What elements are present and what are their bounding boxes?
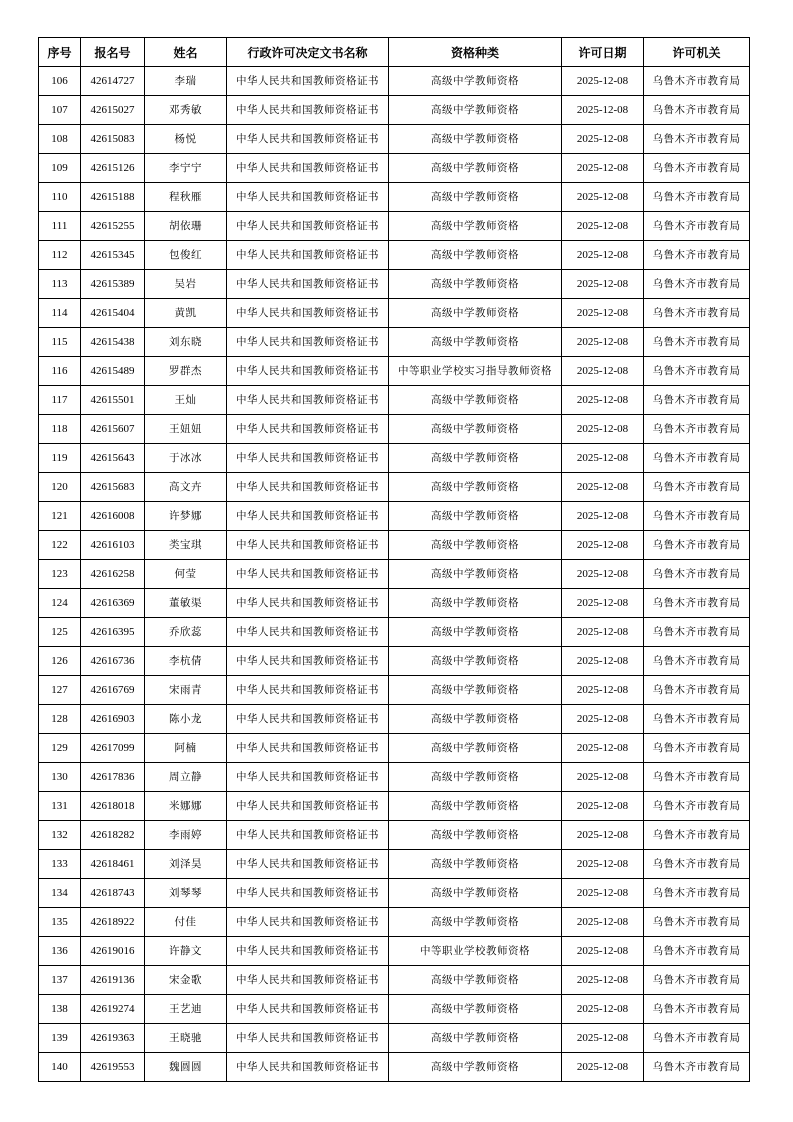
cell-serial-number: 106 — [39, 67, 81, 96]
cell-license-date: 2025-12-08 — [562, 879, 644, 908]
cell-name: 李宁宁 — [145, 154, 227, 183]
cell-serial-number: 116 — [39, 357, 81, 386]
cell-document-name: 中华人民共和国教师资格证书 — [227, 415, 389, 444]
cell-serial-number: 109 — [39, 154, 81, 183]
cell-document-name: 中华人民共和国教师资格证书 — [227, 647, 389, 676]
header-registration-number: 报名号 — [81, 38, 145, 67]
table-row — [39, 154, 750, 183]
cell-registration-number: 42619363 — [81, 1024, 145, 1053]
cell-name: 付佳 — [145, 908, 227, 937]
cell-qualification-type: 高级中学教师资格 — [389, 618, 562, 647]
cell-document-name: 中华人民共和国教师资格证书 — [227, 96, 389, 125]
cell-name: 乔欣蕊 — [145, 618, 227, 647]
cell-document-name: 中华人民共和国教师资格证书 — [227, 792, 389, 821]
table-row — [39, 618, 750, 647]
cell-registration-number: 42616258 — [81, 560, 145, 589]
cell-license-date: 2025-12-08 — [562, 270, 644, 299]
cell-name: 邓秀敏 — [145, 96, 227, 125]
cell-registration-number: 42618922 — [81, 908, 145, 937]
cell-licensing-authority: 乌鲁木齐市教育局 — [644, 1053, 750, 1082]
cell-qualification-type: 高级中学教师资格 — [389, 908, 562, 937]
cell-name: 宋金歌 — [145, 966, 227, 995]
cell-qualification-type: 高级中学教师资格 — [389, 995, 562, 1024]
cell-license-date: 2025-12-08 — [562, 415, 644, 444]
cell-license-date: 2025-12-08 — [562, 850, 644, 879]
cell-document-name: 中华人民共和国教师资格证书 — [227, 299, 389, 328]
cell-serial-number: 117 — [39, 386, 81, 415]
cell-qualification-type: 高级中学教师资格 — [389, 879, 562, 908]
cell-document-name: 中华人民共和国教师资格证书 — [227, 241, 389, 270]
cell-document-name: 中华人民共和国教师资格证书 — [227, 154, 389, 183]
table-row — [39, 415, 750, 444]
cell-serial-number: 140 — [39, 1053, 81, 1082]
cell-licensing-authority: 乌鲁木齐市教育局 — [644, 415, 750, 444]
cell-license-date: 2025-12-08 — [562, 676, 644, 705]
table-row — [39, 531, 750, 560]
cell-document-name: 中华人民共和国教师资格证书 — [227, 734, 389, 763]
cell-registration-number: 42617099 — [81, 734, 145, 763]
cell-document-name: 中华人民共和国教师资格证书 — [227, 67, 389, 96]
cell-name: 王灿 — [145, 386, 227, 415]
cell-name: 何莹 — [145, 560, 227, 589]
cell-qualification-type: 高级中学教师资格 — [389, 763, 562, 792]
cell-serial-number: 110 — [39, 183, 81, 212]
cell-registration-number: 42616736 — [81, 647, 145, 676]
cell-serial-number: 115 — [39, 328, 81, 357]
cell-registration-number: 42615489 — [81, 357, 145, 386]
cell-license-date: 2025-12-08 — [562, 647, 644, 676]
header-qualification-type: 资格种类 — [389, 38, 562, 67]
cell-licensing-authority: 乌鲁木齐市教育局 — [644, 444, 750, 473]
cell-name: 魏圆圆 — [145, 1053, 227, 1082]
cell-registration-number: 42618282 — [81, 821, 145, 850]
cell-qualification-type: 高级中学教师资格 — [389, 589, 562, 618]
cell-license-date: 2025-12-08 — [562, 995, 644, 1024]
cell-qualification-type: 高级中学教师资格 — [389, 560, 562, 589]
table-row — [39, 270, 750, 299]
cell-registration-number: 42615607 — [81, 415, 145, 444]
cell-licensing-authority: 乌鲁木齐市教育局 — [644, 125, 750, 154]
cell-qualification-type: 高级中学教师资格 — [389, 96, 562, 125]
cell-serial-number: 136 — [39, 937, 81, 966]
cell-serial-number: 125 — [39, 618, 81, 647]
cell-name: 阿楠 — [145, 734, 227, 763]
table-row — [39, 473, 750, 502]
cell-licensing-authority: 乌鲁木齐市教育局 — [644, 67, 750, 96]
cell-document-name: 中华人民共和国教师资格证书 — [227, 1024, 389, 1053]
cell-qualification-type: 高级中学教师资格 — [389, 386, 562, 415]
cell-name: 刘东晓 — [145, 328, 227, 357]
header-licensing-authority: 许可机关 — [644, 38, 750, 67]
cell-qualification-type: 高级中学教师资格 — [389, 966, 562, 995]
cell-registration-number: 42619553 — [81, 1053, 145, 1082]
table-row — [39, 995, 750, 1024]
cell-license-date: 2025-12-08 — [562, 299, 644, 328]
cell-registration-number: 42618018 — [81, 792, 145, 821]
cell-licensing-authority: 乌鲁木齐市教育局 — [644, 328, 750, 357]
cell-licensing-authority: 乌鲁木齐市教育局 — [644, 618, 750, 647]
cell-document-name: 中华人民共和国教师资格证书 — [227, 908, 389, 937]
cell-document-name: 中华人民共和国教师资格证书 — [227, 125, 389, 154]
cell-name: 罗群杰 — [145, 357, 227, 386]
cell-qualification-type: 高级中学教师资格 — [389, 1053, 562, 1082]
cell-licensing-authority: 乌鲁木齐市教育局 — [644, 386, 750, 415]
cell-licensing-authority: 乌鲁木齐市教育局 — [644, 473, 750, 502]
cell-registration-number: 42614727 — [81, 67, 145, 96]
cell-qualification-type: 高级中学教师资格 — [389, 821, 562, 850]
cell-document-name: 中华人民共和国教师资格证书 — [227, 270, 389, 299]
cell-document-name: 中华人民共和国教师资格证书 — [227, 357, 389, 386]
table-row — [39, 676, 750, 705]
cell-license-date: 2025-12-08 — [562, 473, 644, 502]
cell-serial-number: 108 — [39, 125, 81, 154]
cell-name: 刘琴琴 — [145, 879, 227, 908]
cell-license-date: 2025-12-08 — [562, 589, 644, 618]
cell-registration-number: 42619136 — [81, 966, 145, 995]
cell-qualification-type: 高级中学教师资格 — [389, 734, 562, 763]
cell-licensing-authority: 乌鲁木齐市教育局 — [644, 357, 750, 386]
cell-license-date: 2025-12-08 — [562, 705, 644, 734]
table-row — [39, 1053, 750, 1082]
cell-name: 董敏渠 — [145, 589, 227, 618]
cell-name: 许梦娜 — [145, 502, 227, 531]
table-row — [39, 589, 750, 618]
table-row — [39, 647, 750, 676]
cell-name: 米娜娜 — [145, 792, 227, 821]
cell-document-name: 中华人民共和国教师资格证书 — [227, 618, 389, 647]
cell-name: 王妞妞 — [145, 415, 227, 444]
header-document-name: 行政许可决定文书名称 — [227, 38, 389, 67]
cell-registration-number: 42615188 — [81, 183, 145, 212]
table-row — [39, 821, 750, 850]
table-row — [39, 1024, 750, 1053]
table-row — [39, 734, 750, 763]
cell-serial-number: 139 — [39, 1024, 81, 1053]
header-serial-number: 序号 — [39, 38, 81, 67]
cell-license-date: 2025-12-08 — [562, 328, 644, 357]
cell-registration-number: 42619274 — [81, 995, 145, 1024]
cell-license-date: 2025-12-08 — [562, 357, 644, 386]
cell-qualification-type: 高级中学教师资格 — [389, 183, 562, 212]
cell-document-name: 中华人民共和国教师资格证书 — [227, 183, 389, 212]
cell-serial-number: 138 — [39, 995, 81, 1024]
cell-document-name: 中华人民共和国教师资格证书 — [227, 850, 389, 879]
cell-registration-number: 42615389 — [81, 270, 145, 299]
cell-licensing-authority: 乌鲁木齐市教育局 — [644, 589, 750, 618]
cell-qualification-type: 高级中学教师资格 — [389, 125, 562, 154]
license-table — [38, 37, 750, 1082]
cell-document-name: 中华人民共和国教师资格证书 — [227, 879, 389, 908]
cell-serial-number: 135 — [39, 908, 81, 937]
cell-licensing-authority: 乌鲁木齐市教育局 — [644, 995, 750, 1024]
cell-name: 程秋雁 — [145, 183, 227, 212]
cell-qualification-type: 高级中学教师资格 — [389, 676, 562, 705]
table-row — [39, 96, 750, 125]
cell-document-name: 中华人民共和国教师资格证书 — [227, 589, 389, 618]
cell-qualification-type: 高级中学教师资格 — [389, 241, 562, 270]
cell-qualification-type: 高级中学教师资格 — [389, 647, 562, 676]
cell-licensing-authority: 乌鲁木齐市教育局 — [644, 299, 750, 328]
cell-document-name: 中华人民共和国教师资格证书 — [227, 676, 389, 705]
table-row — [39, 241, 750, 270]
cell-licensing-authority: 乌鲁木齐市教育局 — [644, 502, 750, 531]
cell-serial-number: 131 — [39, 792, 81, 821]
cell-license-date: 2025-12-08 — [562, 966, 644, 995]
cell-registration-number: 42615683 — [81, 473, 145, 502]
cell-license-date: 2025-12-08 — [562, 734, 644, 763]
table-row — [39, 502, 750, 531]
cell-licensing-authority: 乌鲁木齐市教育局 — [644, 705, 750, 734]
cell-document-name: 中华人民共和国教师资格证书 — [227, 531, 389, 560]
cell-qualification-type: 高级中学教师资格 — [389, 67, 562, 96]
cell-qualification-type: 高级中学教师资格 — [389, 212, 562, 241]
cell-name: 吴岩 — [145, 270, 227, 299]
cell-license-date: 2025-12-08 — [562, 67, 644, 96]
cell-serial-number: 112 — [39, 241, 81, 270]
cell-licensing-authority: 乌鲁木齐市教育局 — [644, 647, 750, 676]
table-row — [39, 792, 750, 821]
cell-license-date: 2025-12-08 — [562, 821, 644, 850]
cell-registration-number: 42615404 — [81, 299, 145, 328]
cell-name: 李雨婷 — [145, 821, 227, 850]
cell-registration-number: 42616008 — [81, 502, 145, 531]
cell-licensing-authority: 乌鲁木齐市教育局 — [644, 531, 750, 560]
cell-name: 黄凯 — [145, 299, 227, 328]
cell-licensing-authority: 乌鲁木齐市教育局 — [644, 1024, 750, 1053]
table-row — [39, 357, 750, 386]
cell-document-name: 中华人民共和国教师资格证书 — [227, 502, 389, 531]
table-row — [39, 937, 750, 966]
cell-document-name: 中华人民共和国教师资格证书 — [227, 995, 389, 1024]
cell-licensing-authority: 乌鲁木齐市教育局 — [644, 792, 750, 821]
cell-name: 于冰冰 — [145, 444, 227, 473]
cell-registration-number: 42615345 — [81, 241, 145, 270]
cell-name: 李瑞 — [145, 67, 227, 96]
cell-document-name: 中华人民共和国教师资格证书 — [227, 937, 389, 966]
cell-licensing-authority: 乌鲁木齐市教育局 — [644, 850, 750, 879]
cell-document-name: 中华人民共和国教师资格证书 — [227, 386, 389, 415]
header-name: 姓名 — [145, 38, 227, 67]
cell-name: 陈小龙 — [145, 705, 227, 734]
cell-licensing-authority: 乌鲁木齐市教育局 — [644, 560, 750, 589]
cell-document-name: 中华人民共和国教师资格证书 — [227, 560, 389, 589]
cell-serial-number: 128 — [39, 705, 81, 734]
table-row — [39, 444, 750, 473]
cell-license-date: 2025-12-08 — [562, 502, 644, 531]
cell-licensing-authority: 乌鲁木齐市教育局 — [644, 821, 750, 850]
table-row — [39, 386, 750, 415]
cell-document-name: 中华人民共和国教师资格证书 — [227, 763, 389, 792]
cell-registration-number: 42619016 — [81, 937, 145, 966]
cell-license-date: 2025-12-08 — [562, 908, 644, 937]
cell-license-date: 2025-12-08 — [562, 1024, 644, 1053]
cell-name: 王艺迪 — [145, 995, 227, 1024]
cell-license-date: 2025-12-08 — [562, 154, 644, 183]
cell-license-date: 2025-12-08 — [562, 241, 644, 270]
cell-qualification-type: 高级中学教师资格 — [389, 415, 562, 444]
cell-license-date: 2025-12-08 — [562, 212, 644, 241]
cell-document-name: 中华人民共和国教师资格证书 — [227, 328, 389, 357]
cell-license-date: 2025-12-08 — [562, 531, 644, 560]
cell-document-name: 中华人民共和国教师资格证书 — [227, 821, 389, 850]
cell-registration-number: 42616395 — [81, 618, 145, 647]
cell-serial-number: 130 — [39, 763, 81, 792]
cell-registration-number: 42618461 — [81, 850, 145, 879]
cell-name: 胡依珊 — [145, 212, 227, 241]
cell-qualification-type: 高级中学教师资格 — [389, 705, 562, 734]
cell-document-name: 中华人民共和国教师资格证书 — [227, 444, 389, 473]
cell-serial-number: 111 — [39, 212, 81, 241]
cell-license-date: 2025-12-08 — [562, 560, 644, 589]
table-row — [39, 67, 750, 96]
cell-serial-number: 113 — [39, 270, 81, 299]
cell-document-name: 中华人民共和国教师资格证书 — [227, 705, 389, 734]
table-row — [39, 125, 750, 154]
table-row — [39, 299, 750, 328]
cell-name: 刘泽昊 — [145, 850, 227, 879]
cell-license-date: 2025-12-08 — [562, 618, 644, 647]
cell-qualification-type: 高级中学教师资格 — [389, 531, 562, 560]
cell-license-date: 2025-12-08 — [562, 444, 644, 473]
cell-registration-number: 42615126 — [81, 154, 145, 183]
cell-name: 杨悦 — [145, 125, 227, 154]
cell-registration-number: 42615643 — [81, 444, 145, 473]
cell-name: 李杭倩 — [145, 647, 227, 676]
cell-registration-number: 42615438 — [81, 328, 145, 357]
table-row — [39, 763, 750, 792]
cell-serial-number: 114 — [39, 299, 81, 328]
cell-qualification-type: 高级中学教师资格 — [389, 154, 562, 183]
table-row — [39, 850, 750, 879]
cell-licensing-authority: 乌鲁木齐市教育局 — [644, 966, 750, 995]
cell-licensing-authority: 乌鲁木齐市教育局 — [644, 908, 750, 937]
cell-licensing-authority: 乌鲁木齐市教育局 — [644, 734, 750, 763]
cell-licensing-authority: 乌鲁木齐市教育局 — [644, 676, 750, 705]
cell-serial-number: 126 — [39, 647, 81, 676]
cell-registration-number: 42615255 — [81, 212, 145, 241]
cell-licensing-authority: 乌鲁木齐市教育局 — [644, 212, 750, 241]
cell-qualification-type: 高级中学教师资格 — [389, 473, 562, 502]
cell-serial-number: 127 — [39, 676, 81, 705]
cell-qualification-type: 高级中学教师资格 — [389, 444, 562, 473]
cell-document-name: 中华人民共和国教师资格证书 — [227, 212, 389, 241]
cell-license-date: 2025-12-08 — [562, 386, 644, 415]
cell-serial-number: 123 — [39, 560, 81, 589]
cell-document-name: 中华人民共和国教师资格证书 — [227, 473, 389, 502]
cell-licensing-authority: 乌鲁木齐市教育局 — [644, 183, 750, 212]
cell-name: 宋雨青 — [145, 676, 227, 705]
cell-serial-number: 124 — [39, 589, 81, 618]
cell-serial-number: 122 — [39, 531, 81, 560]
cell-qualification-type: 高级中学教师资格 — [389, 299, 562, 328]
cell-licensing-authority: 乌鲁木齐市教育局 — [644, 154, 750, 183]
cell-license-date: 2025-12-08 — [562, 183, 644, 212]
cell-licensing-authority: 乌鲁木齐市教育局 — [644, 763, 750, 792]
cell-qualification-type: 高级中学教师资格 — [389, 270, 562, 299]
cell-qualification-type: 高级中学教师资格 — [389, 328, 562, 357]
cell-qualification-type: 高级中学教师资格 — [389, 502, 562, 531]
cell-licensing-authority: 乌鲁木齐市教育局 — [644, 96, 750, 125]
table-row — [39, 908, 750, 937]
table-body — [39, 67, 750, 1082]
cell-serial-number: 119 — [39, 444, 81, 473]
cell-serial-number: 118 — [39, 415, 81, 444]
table-row — [39, 328, 750, 357]
cell-document-name: 中华人民共和国教师资格证书 — [227, 966, 389, 995]
cell-qualification-type: 高级中学教师资格 — [389, 792, 562, 821]
cell-license-date: 2025-12-08 — [562, 125, 644, 154]
cell-registration-number: 42615027 — [81, 96, 145, 125]
cell-serial-number: 137 — [39, 966, 81, 995]
cell-qualification-type: 中等职业学校实习指导教师资格 — [389, 357, 562, 386]
cell-registration-number: 42616369 — [81, 589, 145, 618]
cell-serial-number: 129 — [39, 734, 81, 763]
header-license-date: 许可日期 — [562, 38, 644, 67]
table-row — [39, 966, 750, 995]
cell-licensing-authority: 乌鲁木齐市教育局 — [644, 270, 750, 299]
cell-registration-number: 42616769 — [81, 676, 145, 705]
table-row — [39, 560, 750, 589]
cell-registration-number: 42616103 — [81, 531, 145, 560]
cell-serial-number: 134 — [39, 879, 81, 908]
cell-qualification-type: 高级中学教师资格 — [389, 1024, 562, 1053]
table-row — [39, 705, 750, 734]
cell-serial-number: 120 — [39, 473, 81, 502]
cell-license-date: 2025-12-08 — [562, 937, 644, 966]
cell-name: 高文卉 — [145, 473, 227, 502]
cell-name: 类宝琪 — [145, 531, 227, 560]
cell-licensing-authority: 乌鲁木齐市教育局 — [644, 241, 750, 270]
cell-serial-number: 132 — [39, 821, 81, 850]
cell-serial-number: 121 — [39, 502, 81, 531]
cell-registration-number: 42615083 — [81, 125, 145, 154]
table-header-row — [39, 38, 750, 67]
cell-licensing-authority: 乌鲁木齐市教育局 — [644, 937, 750, 966]
cell-registration-number: 42616903 — [81, 705, 145, 734]
cell-qualification-type: 中等职业学校教师资格 — [389, 937, 562, 966]
cell-license-date: 2025-12-08 — [562, 792, 644, 821]
table-row — [39, 212, 750, 241]
table-row — [39, 879, 750, 908]
cell-registration-number: 42615501 — [81, 386, 145, 415]
cell-name: 王晓驰 — [145, 1024, 227, 1053]
cell-name: 许静文 — [145, 937, 227, 966]
cell-registration-number: 42618743 — [81, 879, 145, 908]
cell-license-date: 2025-12-08 — [562, 763, 644, 792]
cell-serial-number: 133 — [39, 850, 81, 879]
cell-document-name: 中华人民共和国教师资格证书 — [227, 1053, 389, 1082]
cell-license-date: 2025-12-08 — [562, 1053, 644, 1082]
cell-name: 周立静 — [145, 763, 227, 792]
cell-name: 包俊红 — [145, 241, 227, 270]
cell-serial-number: 107 — [39, 96, 81, 125]
cell-licensing-authority: 乌鲁木齐市教育局 — [644, 879, 750, 908]
cell-license-date: 2025-12-08 — [562, 96, 644, 125]
cell-qualification-type: 高级中学教师资格 — [389, 850, 562, 879]
cell-registration-number: 42617836 — [81, 763, 145, 792]
table-row — [39, 183, 750, 212]
